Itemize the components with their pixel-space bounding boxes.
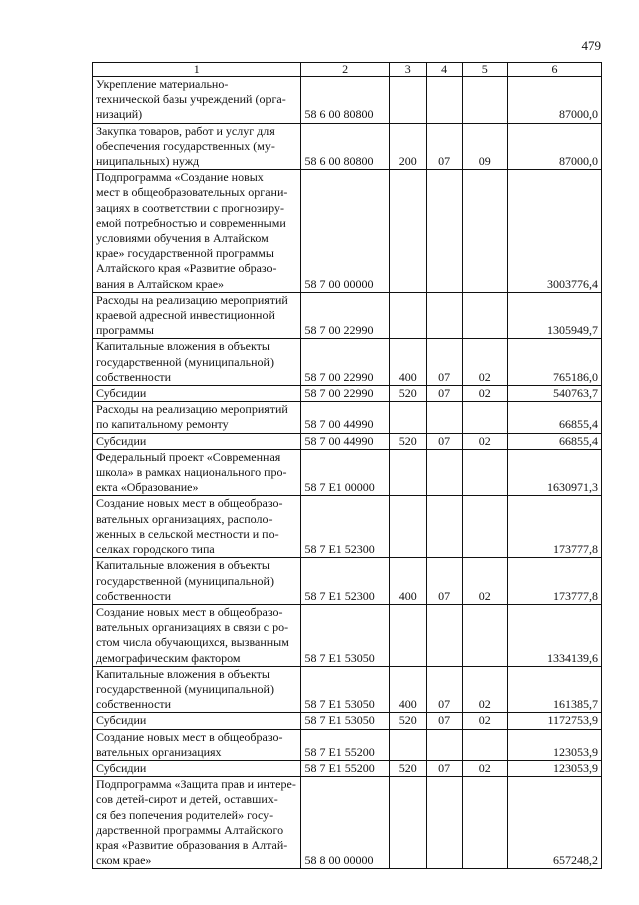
row-name-cell: Подпрограмма «Создание новых мест в общеобразовательных органи- зациях в соответствии с прогнозиру- емой потребностью и современными условиями обучения в Алтайском крае» государственной программы Алтайского края «Развитие образо- вания в Алтайском крае» [93,170,301,293]
row-amount-cell: 3003776,4 [507,170,601,293]
table-header-row [93,63,602,77]
row-col5-cell [462,402,507,433]
row-col5-cell: 02 [462,558,507,605]
table-row [93,729,602,760]
row-col5-cell [462,449,507,496]
row-amount-cell: 161385,7 [507,666,601,713]
table-row [93,666,602,713]
row-name-cell: Создание новых мест в общеобразо- вательных организациях [93,729,301,760]
row-col3-cell [389,496,426,558]
row-col4-cell: 07 [426,386,462,402]
row-name-cell: Закупка товаров, работ и услуг для обеспечения государственных (му- ниципальных) нужд [93,123,301,170]
row-code-cell: 58 7 00 00000 [301,170,389,293]
column-header-4: 4 [426,63,462,77]
row-code-cell: 58 7 00 44990 [301,402,389,433]
row-name-cell: Субсидии [93,760,301,776]
row-code-cell: 58 7 E1 53050 [301,713,389,729]
row-amount-cell: 1305949,7 [507,292,601,339]
row-code-cell: 58 6 00 80800 [301,123,389,170]
column-header-3: 3 [389,63,426,77]
row-amount-cell: 765186,0 [507,339,601,386]
row-col4-cell [426,292,462,339]
table-row [93,496,602,558]
column-header-2: 2 [301,63,389,77]
row-col4-cell [426,729,462,760]
row-col3-cell: 200 [389,123,426,170]
table-row [93,433,602,449]
row-amount-cell: 173777,8 [507,496,601,558]
table-row [93,558,602,605]
row-amount-cell: 87000,0 [507,77,601,124]
row-code-cell: 58 7 E1 53050 [301,604,389,666]
table-row [93,77,602,124]
row-col5-cell: 02 [462,433,507,449]
row-col3-cell [389,292,426,339]
row-col3-cell [389,449,426,496]
row-col5-cell: 02 [462,760,507,776]
row-code-cell: 58 7 00 22990 [301,292,389,339]
budget-table [92,62,602,869]
row-col4-cell [426,604,462,666]
row-col4-cell: 07 [426,760,462,776]
row-code-cell: 58 7 E1 00000 [301,449,389,496]
row-name-cell: Федеральный проект «Современная школа» в рамках национального про- екта «Образование» [93,449,301,496]
row-code-cell: 58 6 00 80800 [301,77,389,124]
row-name-cell: Создание новых мест в общеобразо- вательных организациях, располо- женных в сельской местности и по- селках городского типа [93,496,301,558]
table-row [93,386,602,402]
row-col5-cell [462,170,507,293]
row-col5-cell: 09 [462,123,507,170]
table-body [93,77,602,869]
row-code-cell: 58 7 E1 52300 [301,496,389,558]
table-row [93,713,602,729]
row-col3-cell [389,77,426,124]
row-amount-cell: 1334139,6 [507,604,601,666]
row-col5-cell [462,604,507,666]
row-col5-cell [462,77,507,124]
row-col3-cell: 520 [389,760,426,776]
row-name-cell: Подпрограмма «Защита прав и интере- сов детей-сирот и детей, оставших- ся без попечения родителей» госу- дарственной программы Алтайского края «Развитие образования в Алтай- ском крае» [93,777,301,869]
row-col5-cell: 02 [462,713,507,729]
row-code-cell: 58 7 E1 52300 [301,558,389,605]
column-header-6: 6 [507,63,601,77]
row-col5-cell [462,729,507,760]
row-code-cell: 58 8 00 00000 [301,777,389,869]
row-code-cell: 58 7 00 44990 [301,433,389,449]
row-col5-cell: 02 [462,386,507,402]
row-col5-cell: 02 [462,666,507,713]
row-col3-cell: 400 [389,339,426,386]
table-row [93,604,602,666]
row-col4-cell [426,402,462,433]
row-name-cell: Капитальные вложения в объекты государственной (муниципальной) собственности [93,339,301,386]
row-amount-cell: 1630971,3 [507,449,601,496]
row-col4-cell: 07 [426,666,462,713]
row-name-cell: Капитальные вложения в объекты государственной (муниципальной) собственности [93,666,301,713]
row-col4-cell: 07 [426,339,462,386]
row-amount-cell: 123053,9 [507,729,601,760]
row-col4-cell [426,449,462,496]
table-row [93,402,602,433]
row-amount-cell: 87000,0 [507,123,601,170]
column-header-5: 5 [462,63,507,77]
row-col4-cell [426,170,462,293]
row-col4-cell: 07 [426,123,462,170]
row-code-cell: 58 7 E1 53050 [301,666,389,713]
table-row [93,339,602,386]
row-col5-cell: 02 [462,339,507,386]
row-name-cell: Расходы на реализацию мероприятий по капитальному ремонту [93,402,301,433]
row-amount-cell: 657248,2 [507,777,601,869]
row-col3-cell [389,729,426,760]
row-col3-cell [389,402,426,433]
row-col3-cell [389,170,426,293]
row-col5-cell [462,777,507,869]
row-col4-cell [426,496,462,558]
column-header-1: 1 [93,63,301,77]
row-col4-cell: 07 [426,433,462,449]
table-row [93,760,602,776]
row-amount-cell: 66855,4 [507,402,601,433]
row-amount-cell: 123053,9 [507,760,601,776]
row-col4-cell [426,77,462,124]
row-col4-cell: 07 [426,558,462,605]
row-name-cell: Укрепление материально- технической базы учреждений (орга- низаций) [93,77,301,124]
row-code-cell: 58 7 E1 55200 [301,760,389,776]
row-name-cell: Субсидии [93,713,301,729]
row-col3-cell [389,777,426,869]
row-name-cell: Субсидии [93,433,301,449]
row-col4-cell: 07 [426,713,462,729]
row-col3-cell [389,604,426,666]
row-amount-cell: 1172753,9 [507,713,601,729]
row-code-cell: 58 7 00 22990 [301,339,389,386]
row-col3-cell: 520 [389,713,426,729]
page-number: 479 [581,38,601,53]
table-row [93,123,602,170]
row-col5-cell [462,496,507,558]
table-row [93,292,602,339]
row-col3-cell: 520 [389,433,426,449]
row-amount-cell: 173777,8 [507,558,601,605]
row-amount-cell: 66855,4 [507,433,601,449]
row-name-cell: Создание новых мест в общеобразо- вательных организациях в связи с ро- стом числа обучающихся, вызванным демографическим фактором [93,604,301,666]
table-row [93,170,602,293]
row-col3-cell: 520 [389,386,426,402]
row-col3-cell: 400 [389,558,426,605]
row-code-cell: 58 7 00 22990 [301,386,389,402]
row-code-cell: 58 7 E1 55200 [301,729,389,760]
row-name-cell: Капитальные вложения в объекты государственной (муниципальной) собственности [93,558,301,605]
row-amount-cell: 540763,7 [507,386,601,402]
row-name-cell: Субсидии [93,386,301,402]
row-col4-cell [426,777,462,869]
row-col5-cell [462,292,507,339]
table-row [93,449,602,496]
table-row [93,777,602,869]
row-name-cell: Расходы на реализацию мероприятий краевой адресной инвестиционной программы [93,292,301,339]
row-col3-cell: 400 [389,666,426,713]
